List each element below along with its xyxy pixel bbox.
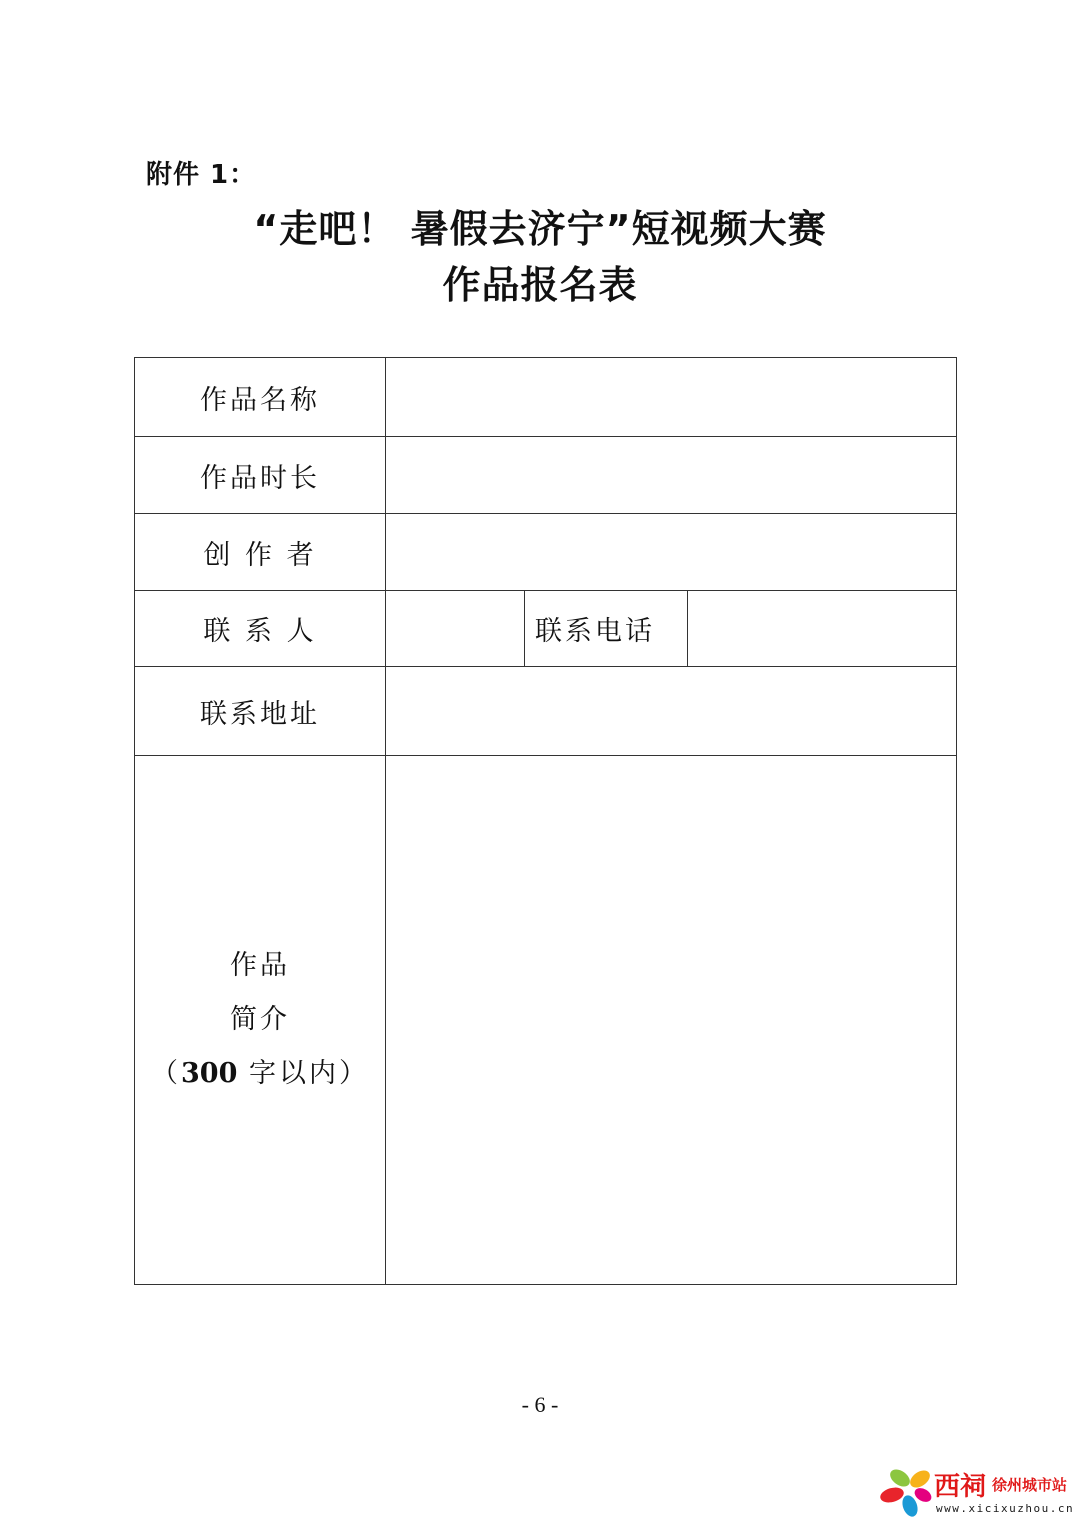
document-subtitle: 作品报名表 [442, 263, 638, 307]
contact-address-field[interactable] [386, 667, 957, 756]
work-name-label: 作品名称 [135, 358, 386, 437]
work-duration-field[interactable] [386, 437, 957, 514]
document-title: “走吧！ 暑假去济宁”短视频大赛 [253, 207, 827, 251]
watermark-city: 徐州城市站 [992, 1476, 1068, 1494]
page-number: - 6 - [521, 1392, 559, 1417]
work-intro-label-line1: 作品 [230, 950, 290, 981]
word-limit-text: 字以内） [237, 1058, 369, 1089]
work-intro-label-line2: 简介 [230, 1004, 290, 1035]
contact-phone-label: 联系电话 [525, 591, 688, 667]
row-work-duration [135, 437, 957, 514]
creator-field[interactable] [386, 514, 957, 591]
work-intro-label-line3 [135, 1047, 385, 1101]
watermark-url: www.xicixuzhou.cn [936, 1502, 1075, 1515]
contact-address-label: 联系地址 [135, 667, 386, 756]
site-watermark [876, 1462, 1076, 1522]
row-work-intro [135, 756, 957, 1285]
work-name-field[interactable] [386, 358, 957, 437]
work-intro-label [135, 756, 386, 1285]
work-duration-label: 作品时长 [135, 437, 386, 514]
work-intro-field[interactable] [386, 756, 957, 1285]
attachment-label: 附件 1： [146, 160, 257, 190]
contact-person-field[interactable] [386, 591, 525, 667]
watermark-brand: 西祠 [934, 1472, 987, 1502]
row-contact-address [135, 667, 957, 756]
row-work-name [135, 358, 957, 437]
contact-phone-field[interactable] [688, 591, 957, 667]
word-limit-number: 300 [181, 1058, 238, 1089]
creator-label: 创 作 者 [135, 514, 386, 591]
contact-person-label: 联 系 人 [135, 591, 386, 667]
row-contact [135, 591, 957, 667]
row-creator [135, 514, 957, 591]
paren-open: （ [151, 1058, 182, 1089]
pinwheel-logo-icon [876, 1462, 934, 1520]
registration-form-table [134, 357, 957, 1285]
